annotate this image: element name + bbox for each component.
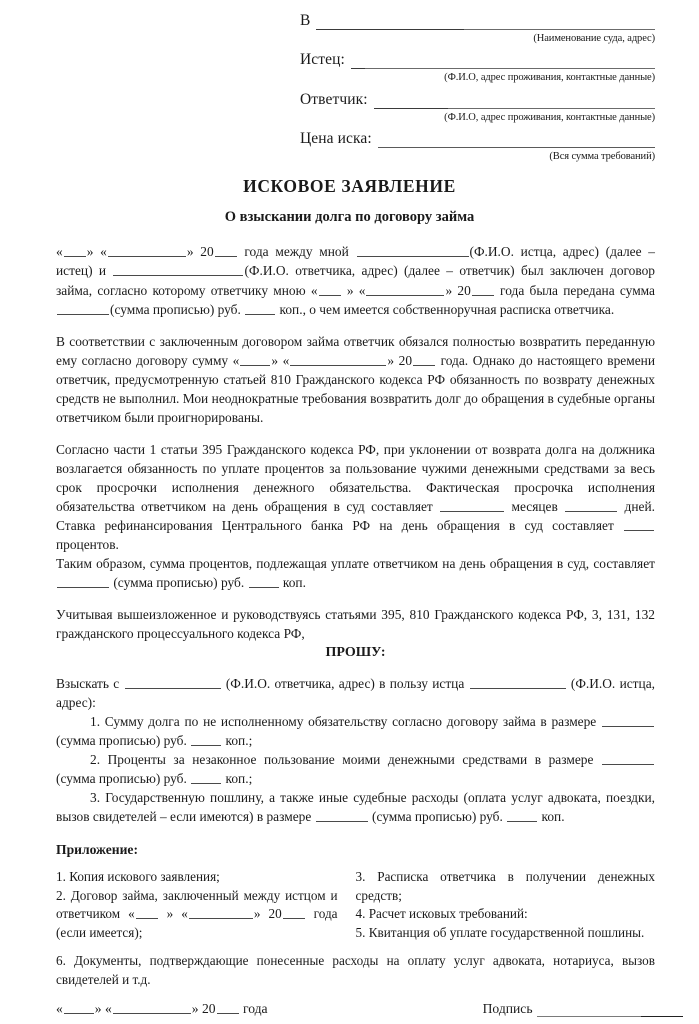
- claim3-seg1: 3. Государственную пошлину, а также иные судебные расходы (оплата услуг адвоката, поездки, вызов свидетелей – если имеются) в размере: [56, 790, 655, 825]
- attach2-seg3: » 20: [253, 906, 282, 922]
- date-blank-day[interactable]: [64, 1001, 94, 1014]
- document-body: [0, 242, 699, 1017]
- plaintiff-fill-line[interactable]: [351, 56, 655, 69]
- claim-price-label: Цена иска:: [300, 130, 372, 148]
- p1-seg4: года между мной: [237, 244, 356, 260]
- defendant-label: Ответчик:: [300, 90, 368, 108]
- signature-row: [56, 1001, 655, 1017]
- claim-item-3: [56, 788, 655, 826]
- attachments-column-right: [356, 868, 655, 942]
- signature-segment-a: [537, 1004, 641, 1017]
- claim3-blank-amount[interactable]: [316, 809, 368, 822]
- p1-blank-kop[interactable]: [245, 302, 275, 315]
- court-label: В: [300, 12, 311, 29]
- p4-blank-kop[interactable]: [249, 575, 279, 588]
- date-seg3: » 20: [191, 1001, 216, 1017]
- p1-blank-year2[interactable]: [472, 283, 494, 296]
- claim1-blank-kop[interactable]: [191, 733, 221, 746]
- p6-seg1: Взыскать с: [56, 676, 124, 692]
- defendant-fill-segment-a: [374, 95, 448, 109]
- paragraph-5: [56, 605, 655, 643]
- claim3-seg3: коп.: [538, 809, 565, 825]
- header-requisites: [0, 0, 699, 162]
- claim1-blank-amount[interactable]: [602, 714, 654, 727]
- attachment-item-6: 6. Документы, подтверждающие понесенные расходы на оплату услуг адвоката, нотариуса, вызов свидетелей и т.д.: [56, 953, 655, 987]
- attach2-seg2: » «: [158, 906, 188, 922]
- p3-seg2: месяцев: [505, 498, 565, 514]
- date-blank-month[interactable]: [113, 1001, 191, 1014]
- attachment-item-5: 5. Квитанция об уплате государственной пошлины.: [355, 924, 645, 940]
- claim-item-2: [56, 750, 655, 788]
- claim2-seg2: (сумма прописью) руб.: [56, 771, 191, 787]
- p1-seg8: » 20: [445, 282, 471, 298]
- p6-blank-defendant[interactable]: [125, 676, 221, 689]
- p1-seg3: » 20: [186, 244, 214, 260]
- p1-blank-day[interactable]: [64, 245, 86, 258]
- p1-blank-year[interactable]: [215, 245, 237, 258]
- attach2-blank-year[interactable]: [283, 907, 305, 920]
- p1-seg1: «: [56, 244, 63, 260]
- page-subtitle: О взыскании долга по договору займа: [224, 209, 475, 226]
- date-seg1: «: [56, 1001, 63, 1017]
- claim-price-hint: (Вся сумма требований): [549, 150, 655, 162]
- p2-blank-day[interactable]: [240, 353, 270, 366]
- p1-blank-day2[interactable]: [319, 283, 341, 296]
- claim1-seg3: коп.;: [222, 733, 253, 749]
- p2-seg2: » «: [271, 352, 290, 368]
- claim2-blank-kop[interactable]: [191, 771, 221, 784]
- p2-seg3: » 20: [387, 352, 413, 368]
- p3-seg3: дней. Ставка рефинансирования Центрального банка РФ на день обращения в суд составляет: [56, 498, 655, 533]
- p3-seg1: Согласно части 1 статьи 395 Гражданского кодекса РФ, при уклонении от возврата долга на должника возлагается обязанность по уплате процентов за пользование чужими денежными средствами за весь срок просрочки исполнения денежного обязательства. Фактическая просрочка исполнения обязательства ответчиком на день обращения в суд составляет: [56, 441, 655, 514]
- attachment-item-3: 3. Расписка ответчика в получении денежных средств;: [355, 869, 655, 903]
- p1-seg11: коп., о чем имеется собственноручная расписка ответчика.: [276, 301, 615, 317]
- p4-seg1: Таким образом, сумма процентов, подлежащая уплате ответчиком на день обращения в суд, составляет: [56, 555, 655, 571]
- defendant-fill-line[interactable]: [374, 96, 655, 109]
- court-row: [300, 12, 655, 30]
- signature-fill-line[interactable]: [537, 1004, 683, 1017]
- attachments-columns: [56, 868, 655, 942]
- p1-seg7: » «: [341, 282, 366, 298]
- attachment-item-1: 1. Копия искового заявления;: [56, 869, 220, 885]
- signature-date: [56, 1001, 268, 1017]
- p2-seg4: года. Однако до настоящего времени ответчик, предусмотренную статьей 810 Гражданского кодекса РФ обязанность по возврату денежных средств не выполнил. Мои неоднократные требования возвратить долг до обращения в судебные органы ответчиком были проигнорированы.: [56, 352, 656, 425]
- claim2-blank-amount[interactable]: [602, 752, 654, 765]
- p2-seg1: В соответствии с заключенным договором займа ответчик обязался полностью возвратить переданную ему согласно договору сумму «: [56, 333, 655, 368]
- p1-blank-month[interactable]: [108, 245, 186, 258]
- paragraph-1: [56, 242, 655, 318]
- p2-blank-year[interactable]: [413, 353, 435, 366]
- p3-seg4: процентов.: [56, 536, 119, 552]
- plaintiff-fill-segment-a: [351, 55, 365, 69]
- p1-blank-sum[interactable]: [57, 302, 109, 315]
- proshu-heading: ПРОШУ:: [325, 645, 386, 661]
- p6-seg2: (Ф.И.О. ответчика, адрес) в пользу истца: [221, 676, 469, 692]
- claim1-seg1: 1. Сумму долга по не исполненному обязательству согласно договору займа в размере: [90, 714, 601, 730]
- signature-label: Подпись: [482, 1001, 533, 1017]
- paragraph-3: [56, 440, 655, 554]
- paragraph-2: [56, 332, 655, 427]
- attachment-item-4: 4. Расчет исковых требований:: [355, 906, 528, 922]
- attachments-column-left: [56, 868, 356, 942]
- plaintiff-hint: (Ф.И.О, адрес проживания, контактные данные): [444, 72, 655, 84]
- attach2-seg4: года (если имеется);: [56, 906, 338, 940]
- claim1-seg2: (сумма прописью) руб.: [56, 733, 191, 749]
- court-fill-line[interactable]: [316, 17, 655, 30]
- claim3-seg2: (сумма прописью) руб.: [368, 809, 507, 825]
- court-hint: (Наименование суда, адрес): [533, 32, 655, 44]
- p3-blank-rate[interactable]: [624, 518, 654, 531]
- claim-item-1: [56, 712, 655, 750]
- p3-blank-months[interactable]: [440, 499, 504, 512]
- p1-seg5: (Ф.И.О. истца, адрес) (далее – истец) и: [56, 244, 655, 279]
- paragraph-6: [56, 674, 655, 712]
- p1-blank-plaintiff[interactable]: [357, 245, 469, 258]
- page-title: ИСКОВОЕ ЗАЯВЛЕНИЕ: [243, 176, 456, 197]
- date-seg2: » «: [94, 1001, 112, 1017]
- attach2-seg1: 2. Договор займа, заключенный между истцом и ответчиком «: [56, 887, 338, 922]
- claim-price-row: [300, 130, 655, 148]
- date-blank-year[interactable]: [217, 1001, 239, 1014]
- claim3-blank-kop[interactable]: [507, 809, 537, 822]
- claim-price-fill-line[interactable]: [378, 134, 655, 148]
- attachment-item-2: [56, 887, 338, 942]
- p4-seg3: коп.: [279, 574, 306, 590]
- defendant-row: [300, 91, 655, 109]
- claim2-seg1: 2. Проценты за незаконное пользование моими денежными средствами в размере: [90, 752, 601, 768]
- p1-seg6: (Ф.И.О. ответчика, адрес) (далее – ответчик) был заключен договор займа, согласно которому ответчику мною «: [56, 263, 655, 298]
- p3-blank-days[interactable]: [565, 499, 617, 512]
- attach2-blank-month[interactable]: [189, 907, 253, 920]
- court-fill-segment-b: [464, 19, 655, 30]
- p1-seg2: » «: [86, 244, 107, 260]
- p1-seg9: года была передана сумма: [494, 282, 655, 298]
- p1-seg10: (сумма прописью) руб.: [110, 301, 245, 317]
- claim2-seg3: коп.;: [222, 771, 253, 787]
- p4-blank-amount[interactable]: [57, 575, 109, 588]
- plaintiff-label: Истец:: [300, 51, 345, 69]
- p6-blank-plaintiff[interactable]: [470, 676, 566, 689]
- court-fill-segment-a: [316, 16, 464, 30]
- defendant-fill-segment-b: [448, 98, 655, 109]
- p6-seg3: (Ф.И.О. истца, адрес):: [56, 676, 655, 711]
- signature-segment-b: [641, 1004, 683, 1017]
- plaintiff-row: [300, 51, 655, 69]
- p4-seg2: (сумма прописью) руб.: [110, 574, 248, 590]
- p1-blank-defendant[interactable]: [113, 264, 243, 277]
- p5-seg1: Учитывая вышеизложенное и руководствуясь статьями 395, 810 Гражданского кодекса РФ, 3, 131, 132 гражданского процессуального кодекса РФ,: [56, 606, 655, 641]
- paragraph-4: [56, 554, 655, 592]
- attach2-blank-day[interactable]: [136, 907, 158, 920]
- defendant-hint: (Ф.И.О, адрес проживания, контактные данные): [444, 111, 655, 123]
- attachments-heading: Приложение:: [56, 842, 138, 858]
- p1-blank-month2[interactable]: [366, 283, 444, 296]
- p2-blank-month[interactable]: [290, 353, 386, 366]
- plaintiff-fill-segment-b: [365, 58, 655, 69]
- date-seg4: года: [239, 1001, 268, 1017]
